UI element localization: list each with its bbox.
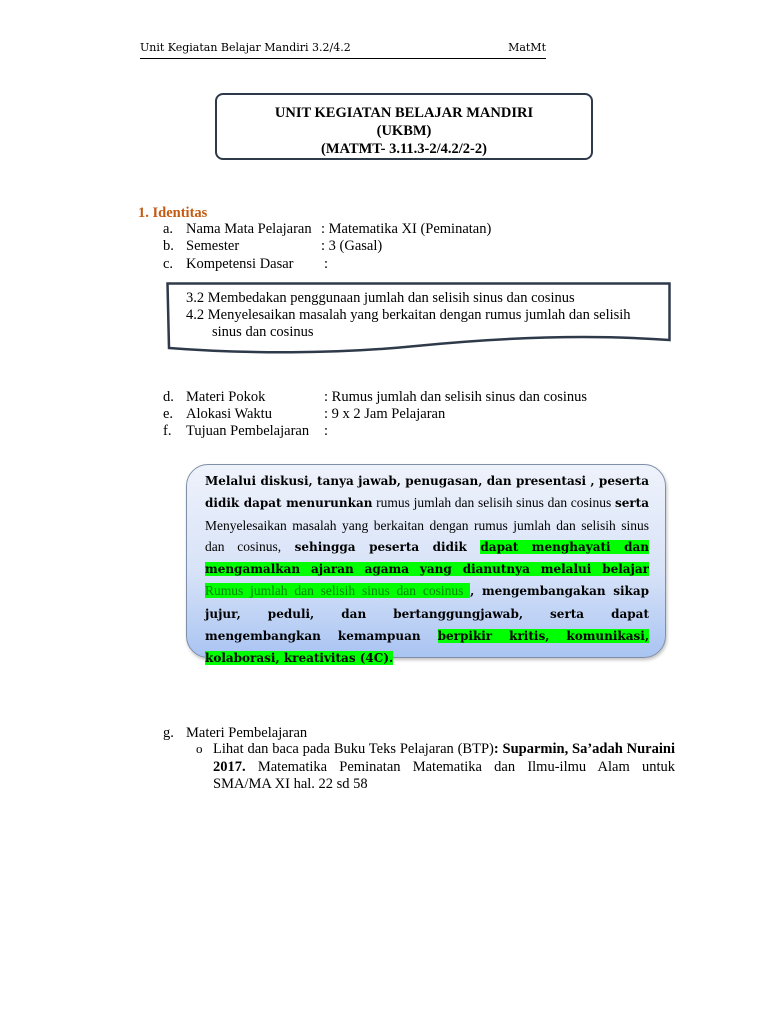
tujuan-sehingga: sehingga peserta didik bbox=[281, 539, 481, 554]
tujuan-pembelajaran-box bbox=[186, 464, 666, 666]
item-value: : Matematika XI (Peminatan) bbox=[321, 221, 492, 237]
materi-pembelajaran-row bbox=[163, 725, 308, 742]
tujuan-highlight-agama: dapat menghayati dan mengamalkan ajaran agama yang dianutnya melalui belajar bbox=[205, 539, 650, 577]
materi-pembelajaran-reference bbox=[213, 741, 675, 794]
tujuan-text-1: rumus jumlah dan selisih sinus dan cosinus bbox=[372, 495, 615, 511]
tujuan-highlight-rumus: Rumus jumlah dan selisih sinus dan cosinus bbox=[205, 583, 471, 599]
item-letter: e. bbox=[163, 406, 174, 422]
tujuan-intro-bold: Melalui diskusi, tanya jawab, penugasan, dan presentasi , peserta didik dapat menurunkan bbox=[205, 474, 649, 511]
kompetensi-dasar-box bbox=[166, 282, 671, 352]
header-title: Unit Kegiatan Belajar Mandiri 3.2/4.2 bbox=[140, 41, 351, 54]
item-label: Kompetensi Dasar bbox=[186, 256, 294, 272]
kd-4-2-cont: sinus dan cosinus bbox=[212, 324, 314, 340]
item-letter: f. bbox=[163, 423, 172, 439]
item-value: : bbox=[324, 423, 329, 439]
reference-text-1: Lihat dan baca pada Buku Teks Pelajaran (BTP) bbox=[213, 741, 494, 757]
item-label: Tujuan Pembelajaran bbox=[186, 423, 310, 439]
item-value: : Rumus jumlah dan selisih sinus dan cosinus bbox=[324, 389, 588, 405]
item-letter: b. bbox=[163, 238, 174, 254]
reference-text-2: Matematika Peminatan Matematika dan Ilmu-ilmu Alam untuk SMA/MA XI hal. 22 sd 58 bbox=[213, 758, 675, 792]
bullet-icon: o bbox=[196, 741, 203, 756]
page-header bbox=[140, 40, 546, 59]
item-letter: a. bbox=[163, 221, 174, 237]
tujuan-serta: serta bbox=[614, 496, 649, 511]
title-box bbox=[215, 93, 593, 160]
tujuan-highlight-4c: berpikir kritis, komunikasi, kolaborasi, kreativitas (4C). bbox=[205, 629, 649, 666]
title-line-1: UNIT KEGIATAN BELAJAR MANDIRI bbox=[274, 105, 534, 121]
kd-3-2: 3.2 Membedakan penggunaan jumlah dan selisih sinus dan cosinus bbox=[186, 290, 575, 306]
section-heading-identitas: 1. Identitas bbox=[138, 205, 208, 221]
kd-4-2: 4.2 Menyelesaikan masalah yang berkaitan dengan rumus jumlah dan selisih bbox=[186, 307, 631, 323]
item-letter: c. bbox=[163, 256, 174, 272]
item-label: Materi Pembelajaran bbox=[186, 725, 308, 741]
title-line-2: (UKBM) bbox=[376, 123, 432, 139]
tujuan-text-2: Menyelesaikan masalah yang berkaitan dengan rumus jumlah dan selisih sinus dan cosinus, bbox=[205, 517, 649, 554]
item-value: : 3 (Gasal) bbox=[321, 238, 383, 254]
kompetensi-dasar-text bbox=[186, 290, 631, 341]
item-value: : bbox=[324, 256, 329, 272]
item-letter: d. bbox=[163, 389, 174, 405]
header-subject-code: MatMt bbox=[508, 41, 546, 54]
tujuan-pembelajaran-text bbox=[205, 470, 649, 670]
item-label: Alokasi Waktu bbox=[186, 406, 272, 422]
item-label: Materi Pokok bbox=[186, 389, 266, 405]
item-value: : 9 x 2 Jam Pelajaran bbox=[324, 406, 446, 422]
reference-author: : Suparmin, Sa’adah Nuraini 2017. bbox=[213, 741, 675, 775]
item-label: Semester bbox=[186, 238, 240, 254]
title-line-3: (MATMT- 3.11.3-2/4.2/2-2) bbox=[321, 141, 487, 157]
tujuan-sikap: , mengembangakan sikap jujur, peduli, dan bertanggungjawab, serta dapat mengembangkan kemampuan bbox=[205, 584, 649, 644]
item-letter: g. bbox=[163, 725, 174, 741]
item-label: Nama Mata Pelajaran bbox=[186, 221, 312, 237]
